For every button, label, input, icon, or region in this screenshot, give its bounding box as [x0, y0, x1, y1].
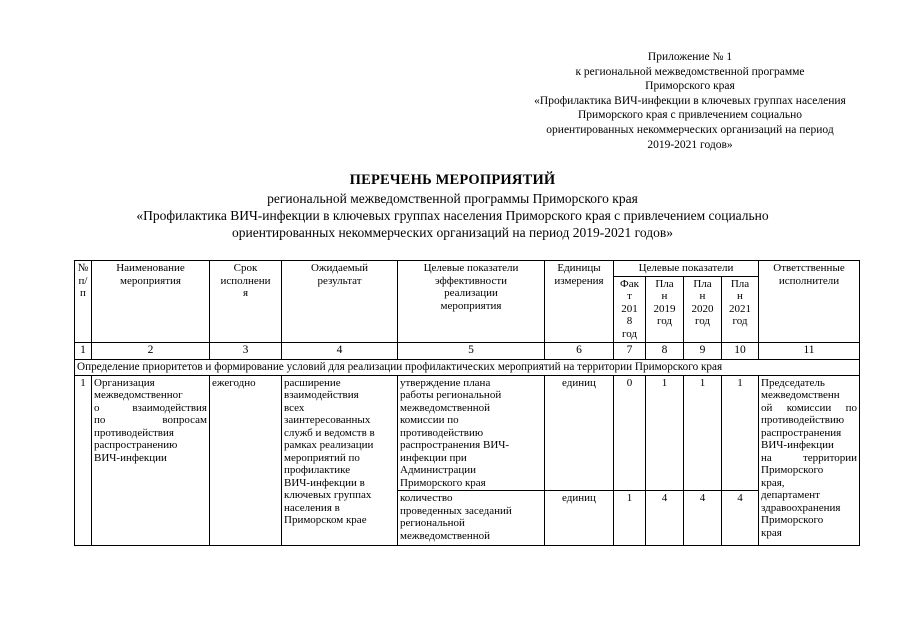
table-row: [75, 375, 860, 491]
header-responsible: Ответственные исполнители: [759, 261, 860, 343]
header-units: Единицы измерения: [545, 261, 614, 343]
column-number: 2: [92, 342, 210, 359]
row-number: 1: [75, 375, 92, 546]
plan-2020-value: 4: [684, 491, 722, 546]
fact-2018-value: 0: [614, 375, 646, 491]
execution-term: ежегодно: [210, 375, 282, 546]
appendix-line: «Профилактика ВИЧ-инфекции в ключевых группах населения: [534, 94, 846, 107]
indicator-text: количество проведенных заседаний региональной межведомственной: [398, 491, 545, 546]
column-number: 1: [75, 342, 92, 359]
column-number: 4: [282, 342, 398, 359]
header-target-group: Целевые показатели: [614, 261, 759, 277]
plan-2019-value: 4: [646, 491, 684, 546]
header-plan-2019: Пла н 2019 год: [646, 276, 684, 342]
indicator-unit: единиц: [545, 375, 614, 491]
header-fact-2018: Фак т 201 8 год: [614, 276, 646, 342]
header-num: № п/ п: [75, 261, 92, 343]
expected-result: расширение взаимодействия всех заинтересованных служб и ведомств в рамках реализации мероприятий по профилактике ВИЧ-инфекции в ключевых группах населения в Приморском крае: [282, 375, 398, 546]
activities-table: [74, 260, 860, 546]
column-number: 10: [722, 342, 759, 359]
document-title: ПЕРЕЧЕНЬ МЕРОПРИЯТИЙ: [349, 172, 556, 188]
plan-2021-value: 4: [722, 491, 759, 546]
column-numbers-row: [75, 342, 860, 359]
header-name: Наименование мероприятия: [92, 261, 210, 343]
header-indicators: Целевые показатели эффективности реализации мероприятия: [398, 261, 545, 343]
table-header-row: [75, 261, 860, 277]
column-number: 8: [646, 342, 684, 359]
header-term: Срок исполнени я: [210, 261, 282, 343]
subtitle-line: «Профилактика ВИЧ-инфекции в ключевых группах населения Приморского края с привлечением социально: [136, 208, 769, 223]
column-number: 11: [759, 342, 860, 359]
subtitle-line: ориентированных некоммерческих организаций на период 2019-2021 годов»: [232, 225, 673, 240]
section-row: [75, 359, 860, 375]
subtitle-line: региональной межведомственной программы Приморского края: [267, 191, 638, 206]
appendix-line: Приморского края: [645, 80, 735, 93]
appendix-line: 2019-2021 годов»: [647, 138, 733, 151]
appendix-line: к региональной межведомственной программе: [575, 65, 805, 78]
indicator-unit: единиц: [545, 491, 614, 546]
appendix-line: Приложение № 1: [647, 51, 733, 63]
responsible-executors: Председатель межведомственн ой комиссии по противодействию распространения ВИЧ-инфекции на территории Приморского края, департамент здравоохранения Приморского края: [759, 375, 860, 546]
column-number: 9: [684, 342, 722, 359]
header-plan-2021: Пла н 2021 год: [722, 276, 759, 342]
plan-2020-value: 1: [684, 375, 722, 491]
column-number: 5: [398, 342, 545, 359]
appendix-line: ориентированных некоммерческих организаций на период: [546, 123, 834, 136]
indicator-text: утверждение плана работы региональной межведомственной комиссии по противодействию распространения ВИЧ- инфекции при Администрации Приморского края: [398, 375, 545, 491]
plan-2019-value: 1: [646, 375, 684, 491]
activity-name: Организация межведомственног о взаимодействия по вопросам противодействия распространению ВИЧ-инфекции: [92, 375, 210, 546]
fact-2018-value: 1: [614, 491, 646, 546]
header-plan-2020: Пла н 2020 год: [684, 276, 722, 342]
appendix-header: [490, 50, 890, 152]
column-number: 3: [210, 342, 282, 359]
document-subtitle: [0, 190, 905, 241]
column-number: 7: [614, 342, 646, 359]
column-number: 6: [545, 342, 614, 359]
header-result: Ожидаемый результат: [282, 261, 398, 343]
appendix-line: Приморского края с привлечением социально: [577, 109, 803, 122]
plan-2021-value: 1: [722, 375, 759, 491]
section-title: Определение приоритетов и формирование условий для реализации профилактических мероприятий на территории Приморского края: [75, 359, 860, 375]
